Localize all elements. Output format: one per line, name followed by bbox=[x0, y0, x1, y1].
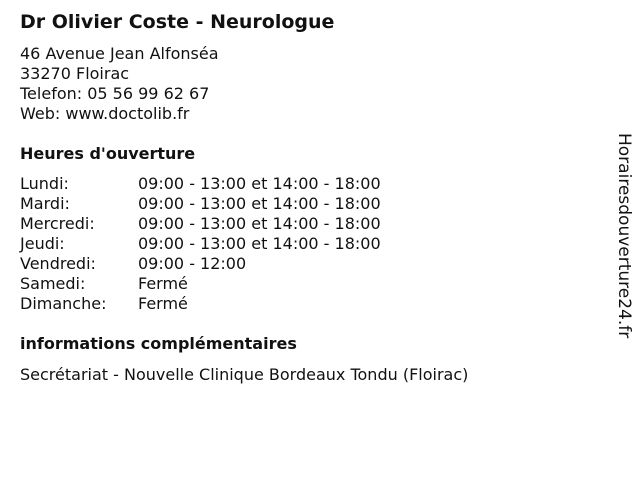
hours-row bbox=[20, 214, 381, 234]
hours-day: Samedi: bbox=[20, 274, 86, 293]
hours-day: Jeudi: bbox=[20, 234, 65, 253]
hours-time: 09:00 - 13:00 et 14:00 - 18:00 bbox=[138, 194, 381, 213]
address-block bbox=[20, 44, 219, 124]
phone-number: Telefon: 05 56 99 62 67 bbox=[20, 84, 210, 103]
hours-day: Dimanche: bbox=[20, 294, 107, 313]
hours-time: 09:00 - 13:00 et 14:00 - 18:00 bbox=[138, 234, 381, 253]
brand-watermark: Horairesdouverture24.fr bbox=[614, 133, 634, 339]
info-text: Secrétariat - Nouvelle Clinique Bordeaux Tondu (Floirac) bbox=[20, 365, 469, 384]
hours-day: Vendredi: bbox=[20, 254, 96, 273]
page-title: Dr Olivier Coste - Neurologue bbox=[20, 11, 335, 33]
hours-row bbox=[20, 274, 381, 294]
hours-row bbox=[20, 234, 381, 254]
hours-day: Mercredi: bbox=[20, 214, 95, 233]
hours-heading: Heures d'ouverture bbox=[20, 144, 196, 163]
city-address: 33270 Floirac bbox=[20, 64, 130, 83]
hours-row bbox=[20, 194, 381, 214]
hours-time: 09:00 - 13:00 et 14:00 - 18:00 bbox=[138, 214, 381, 233]
hours-time: 09:00 - 12:00 bbox=[138, 254, 247, 273]
hours-time: Fermé bbox=[138, 294, 188, 313]
hours-row bbox=[20, 174, 381, 194]
hours-table bbox=[20, 174, 381, 314]
website: Web: www.doctolib.fr bbox=[20, 104, 190, 123]
hours-day: Lundi: bbox=[20, 174, 69, 193]
street-address: 46 Avenue Jean Alfonséa bbox=[20, 44, 219, 63]
hours-time: Fermé bbox=[138, 274, 188, 293]
hours-time: 09:00 - 13:00 et 14:00 - 18:00 bbox=[138, 174, 381, 193]
info-heading: informations complémentaires bbox=[20, 334, 297, 353]
hours-day: Mardi: bbox=[20, 194, 70, 213]
hours-row bbox=[20, 294, 381, 314]
hours-row bbox=[20, 254, 381, 274]
